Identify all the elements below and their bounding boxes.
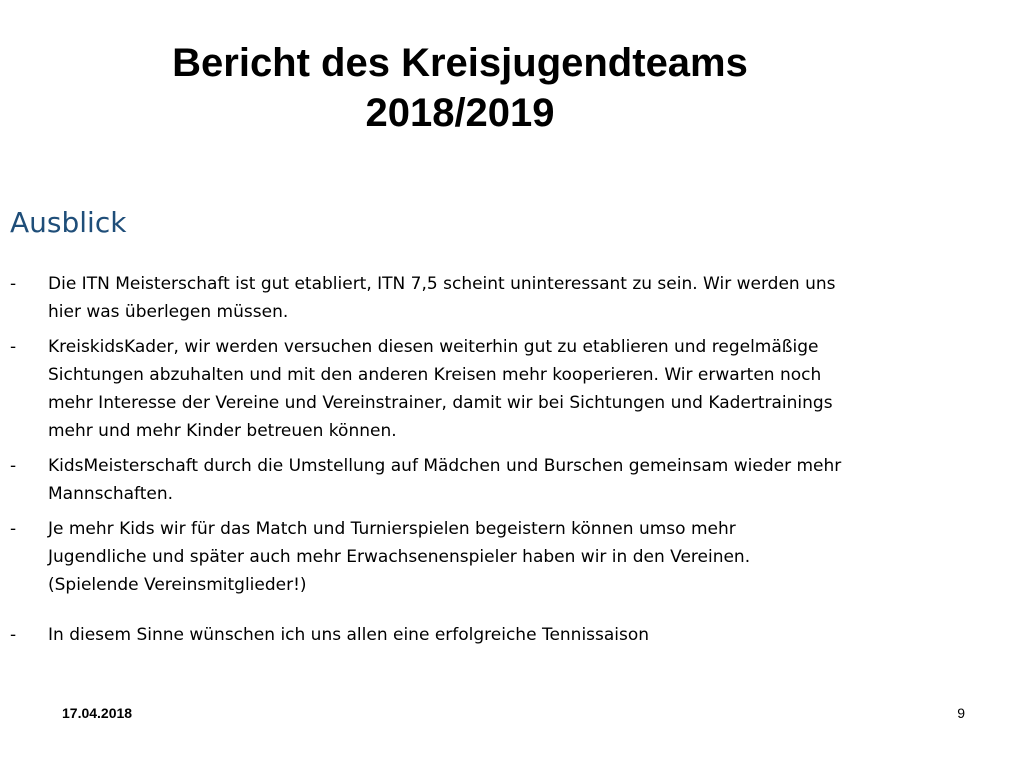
bullet-item [10,333,910,445]
bullet-list [10,270,910,656]
bullet-text-line: mehr Interesse der Vereine und Vereinstrainer, damit wir bei Sichtungen und Kadertrainings [48,393,833,413]
bullet-marker: - [10,456,17,476]
bullet-item [10,270,910,326]
bullet-marker: - [10,519,17,539]
slide-title-line2: 2018/2019 [365,91,555,135]
bullet-text-line: hier was überlegen müssen. [48,302,289,322]
bullet-text-line: Die ITN Meisterschaft ist gut etabliert, ITN 7,5 scheint uninteressant zu sein. Wir werden uns [48,274,836,294]
bullet-marker: - [10,337,17,357]
footer-date: 17.04.2018 [62,705,133,721]
bullet-item [10,452,910,508]
bullet-item [10,515,910,599]
bullet-item [10,621,910,649]
bullet-text-line: KreiskidsKader, wir werden versuchen diesen weiterhin gut zu etablieren und regelmäßige [48,337,819,357]
section-heading: Ausblick [10,206,127,239]
bullet-text-line: KidsMeisterschaft durch die Umstellung auf Mädchen und Burschen gemeinsam wieder mehr [48,456,842,476]
bullet-text-line: Sichtungen abzuhalten und mit den anderen Kreisen mehr kooperieren. Wir erwarten noch [48,365,822,385]
bullet-text-line: In diesem Sinne wünschen ich uns allen eine erfolgreiche Tennissaison [48,625,650,645]
bullet-marker: - [10,274,17,294]
slide-title [60,38,860,138]
bullet-text-line: Je mehr Kids wir für das Match und Turnierspielen begeistern können umso mehr [48,519,736,539]
bullet-text-line: Mannschaften. [48,484,174,504]
slide-title-line1: Bericht des Kreisjugendteams [172,41,748,85]
bullet-text-line: Jugendliche und später auch mehr Erwachsenenspieler haben wir in den Vereinen. [48,547,751,567]
bullet-text-line: (Spielende Vereinsmitglieder!) [48,575,307,595]
bullet-text-line: mehr und mehr Kinder betreuen können. [48,421,397,441]
page-number: 9 [957,705,965,721]
bullet-marker: - [10,625,17,645]
